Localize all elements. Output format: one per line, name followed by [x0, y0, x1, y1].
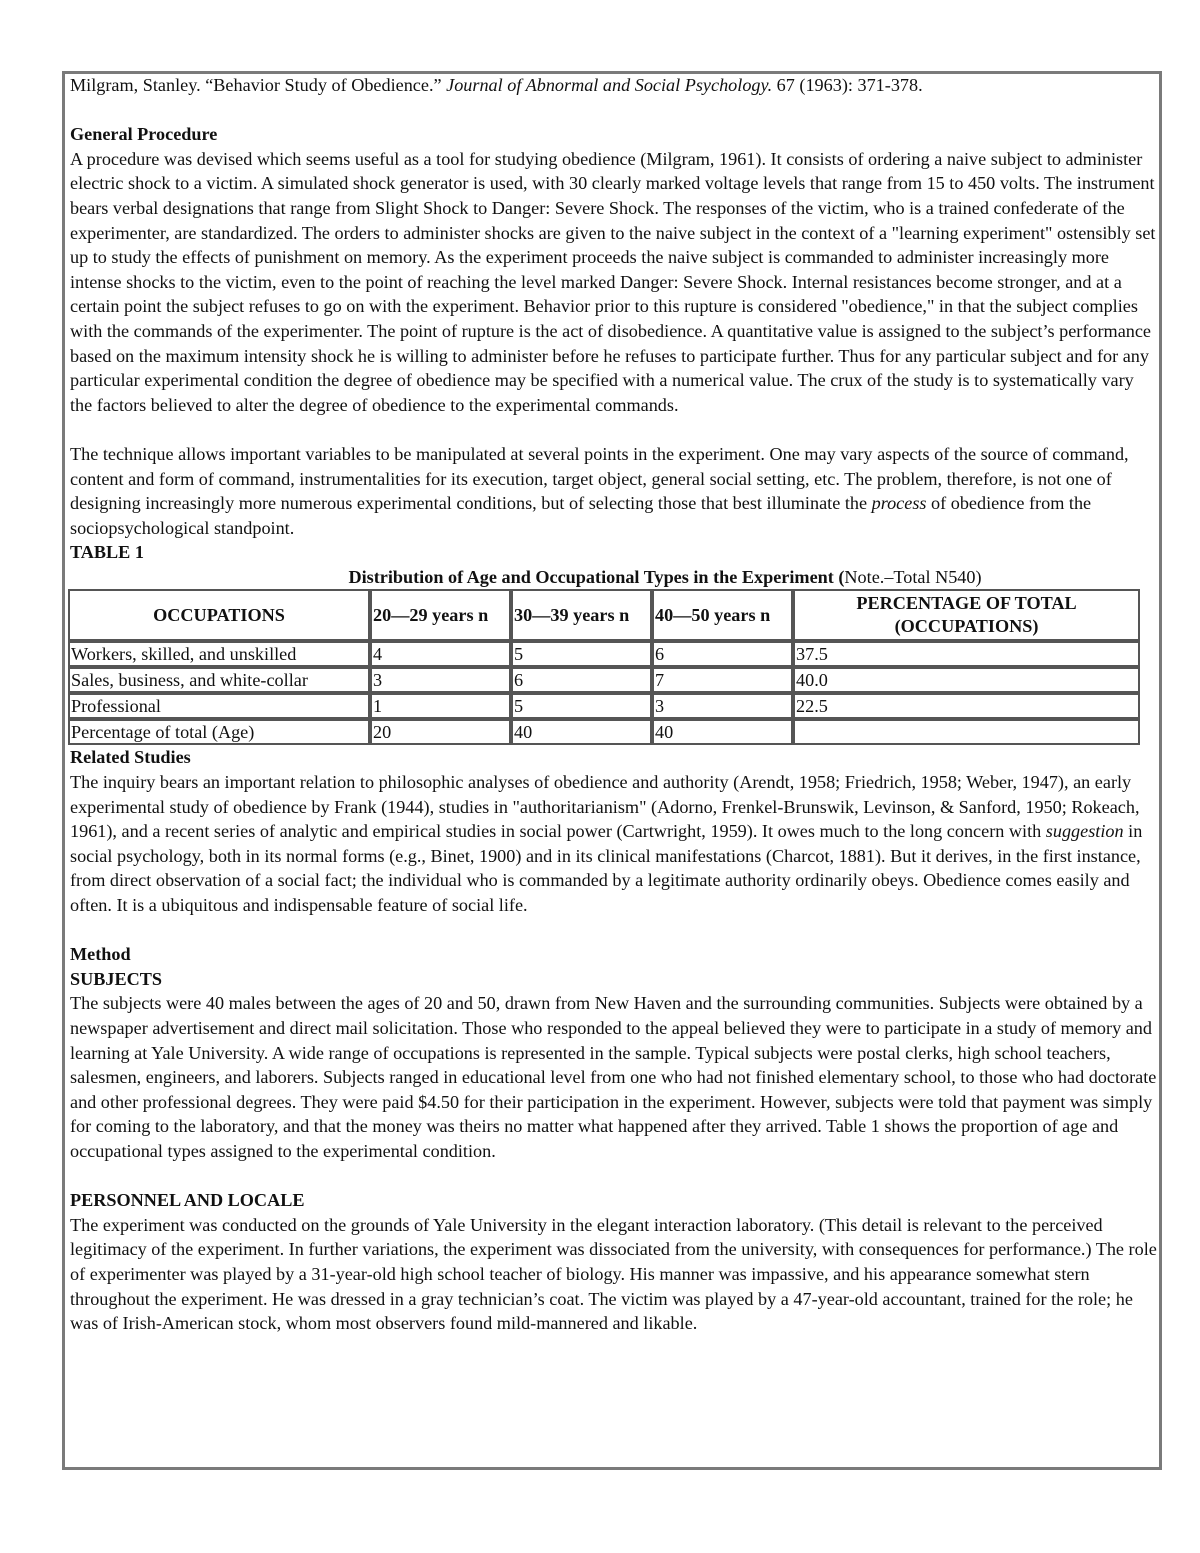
spacer [70, 918, 1160, 943]
table-cell: Percentage of total (Age) [68, 719, 370, 745]
table-cell: 3 [652, 693, 793, 719]
table-cell: Professional [68, 693, 370, 719]
spacer [70, 98, 1160, 123]
paragraph-2-text-before: The technique allows important variables to be manipulated at several points in the experiment. One may vary aspects of the source of command, content and form of command, instrumentalities for its execution, target object, general social setting, etc. The problem, therefore, is not one of designing increasingly more numerous experimental conditions, but of selecting those that best illuminate the [70, 443, 1129, 514]
paragraph-2-text-after: of obedience from the sociopsychological standpoint. [70, 493, 1092, 538]
method-heading: Method [70, 944, 131, 965]
citation [70, 73, 1160, 98]
table-cell: 6 [652, 641, 793, 667]
table-cell: 7 [652, 667, 793, 693]
related-studies-paragraph [70, 770, 1160, 918]
document-body [70, 73, 1160, 1336]
table-cell: Sales, business, and white-collar [68, 667, 370, 693]
header-occupations: OCCUPATIONS [68, 589, 370, 641]
table-cell: 20 [370, 719, 511, 745]
table-row [68, 641, 1140, 667]
table-cell: 37.5 [793, 641, 1140, 667]
table-cell: 5 [511, 693, 652, 719]
table-cell: 4 [370, 641, 511, 667]
related-studies-heading: Related Studies [70, 747, 191, 768]
table-cell: 22.5 [793, 693, 1140, 719]
citation-journal: Journal of Abnormal and Social Psychology. [446, 75, 773, 95]
table-cell: 3 [370, 667, 511, 693]
citation-author: Milgram, Stanley. [70, 75, 201, 95]
table-header-row [68, 589, 1140, 641]
general-procedure-paragraph-1: A procedure was devised which seems useful as a tool for studying obedience (Milgram, 1961). It consists of ordering a naive subject to administer electric shock to a victim. A simulated shock generator is used, with 30 clearly marked voltage levels that range from 15 to 450 volts. The instrument bears verbal designations that range from Slight Shock to Danger: Severe Shock. The responses of the victim, who is a trained confederate of the experimenter, are standardized. The orders to administer shocks are given to the naive subject in the context of a "learning experiment" ostensibly set up to study the effects of punishment on memory. As the experiment proceeds the naive subject is commanded to administer increasingly more intense shocks to the victim, even to the point of reaching the level marked Danger: Severe Shock. Internal resistances become stronger, and at a certain point the subject refuses to go on with the experiment. Behavior prior to this rupture is considered "obedience," in that the subject complies with the commands of the experimenter. The point of rupture is the act of disobedience. A quantitative value is assigned to the subject’s performance based on the maximum intensity shock he is willing to administer before he refuses to participate further. Thus for any particular subject and for any particular experimental condition the degree of obedience may be specified with a numerical value. The crux of the study is to systematically vary the factors believed to alter the degree of obedience to the experimental commands. [70, 148, 1156, 415]
citation-details: 67 (1963): 371-378. [776, 75, 923, 95]
table-cell: 40 [511, 719, 652, 745]
citation-title: “Behavior Study of Obedience.” [205, 75, 442, 95]
table-cell: 1 [370, 693, 511, 719]
header-percentage-total: PERCENTAGE OF TOTAL (OCCUPATIONS) [793, 589, 1140, 641]
table-caption [170, 565, 1160, 590]
table-row [68, 667, 1140, 693]
table-row [68, 693, 1140, 719]
table-label: TABLE 1 [70, 542, 144, 563]
table-caption-note: Note.–Total N540) [844, 566, 982, 587]
table-row [68, 719, 1140, 745]
header-age-40-50: 40—50 years n [652, 589, 793, 641]
spacer [70, 1164, 1160, 1189]
subjects-heading: SUBJECTS [70, 968, 162, 989]
personnel-paragraph: The experiment was conducted on the grounds of Yale University in the elegant interaction laboratory. (This detail is relevant to the perceived legitimacy of the experiment. In further variations, the experiment was dissociated from the university, with consequences for performance.) The role of experimenter was played by a 31-year-old high school teacher of biology. His manner was impassive, and his appearance somewhat stern throughout the experiment. He was dressed in a gray technician’s coat. The victim was played by a 47-year-old accountant, trained for the role; he was of Irish-American stock, whom most observers found mild-mannered and likable. [70, 1214, 1157, 1334]
header-age-20-29: 20—29 years n [370, 589, 511, 641]
related-text-before: The inquiry bears an important relation to philosophic analyses of obedience and authority (Arendt, 1958; Friedrich, 1958; Weber, 1947), an early experimental study of obedience by Frank (1944), studies in "authoritarianism" (Adorno, Frenkel-Brunswik, Levinson, & Sanford, 1950; Rokeach, 1961), and a recent series of analytic and empirical studies in social power (Cartwright, 1959). It owes much to the long concern with [70, 772, 1140, 842]
occupation-age-table [68, 589, 1140, 745]
general-procedure-paragraph-2 [70, 442, 1160, 540]
header-age-30-39: 30—39 years n [511, 589, 652, 641]
table-cell: 5 [511, 641, 652, 667]
table-cell: 40.0 [793, 667, 1140, 693]
table-cell [793, 719, 1140, 745]
subjects-paragraph: The subjects were 40 males between the ages of 20 and 50, drawn from New Haven and the surrounding communities. Subjects were obtained by a newspaper advertisement and direct mail solicitation. Those who responded to the appeal believed they were to participate in a study of memory and learning at Yale University. A wide range of occupations is represented in the sample. Typical subjects were postal clerks, high school teachers, salesmen, engineers, and laborers. Subjects ranged in educational level from one who had not finished elementary school, to those who had doctorate and other professional degrees. They were paid $4.50 for their participation in the experiment. However, subjects were told that payment was simply for coming to the laboratory, and that the money was theirs no matter what happened after they arrived. Table 1 shows the proportion of age and occupational types assigned to the experimental condition. [70, 993, 1157, 1161]
general-procedure-heading: General Procedure [70, 124, 218, 145]
spacer [70, 417, 1160, 442]
related-emphasis: suggestion [1045, 821, 1124, 842]
table-cell: 40 [652, 719, 793, 745]
related-text-after: in social psychology, both in its normal forms (e.g., Binet, 1900) and in its clinical manifestations (Charcot, 1881). But it derives, in the first instance, from direct observation of a social fact; the individual who is commanded by a legitimate authority ordinarily obeys. Obedience comes easily and often. It is a ubiquitous and indispensable feature of social life. [70, 821, 1143, 916]
personnel-heading: PERSONNEL AND LOCALE [70, 1190, 305, 1211]
table-cell: Workers, skilled, and unskilled [68, 641, 370, 667]
table-cell: 6 [511, 667, 652, 693]
table-caption-title: Distribution of Age and Occupational Types in the Experiment ( [348, 566, 845, 587]
paragraph-2-emphasis: process [871, 493, 927, 514]
